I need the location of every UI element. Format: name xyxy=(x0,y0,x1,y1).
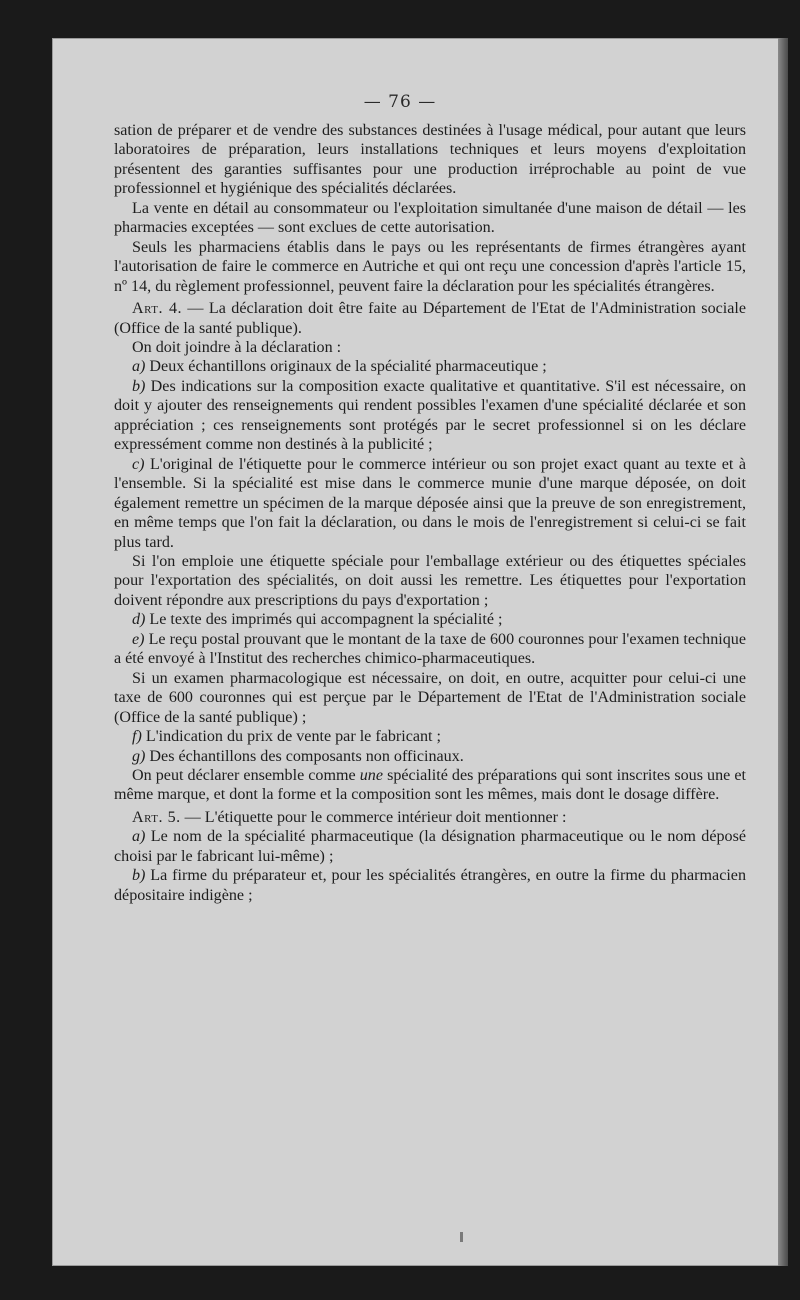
page-number: — 76 — xyxy=(363,92,437,112)
item-text: Le reçu postal prouvant que le montant de la taxe de 600 couronnes pour l'examen technique a été envoyé à l'Institut des recherches chimico-pharmaceutiques. xyxy=(114,630,746,668)
emphasis: une xyxy=(359,766,383,784)
paragraph-retail: La vente en détail au consommateur ou l'exploitation simultanée d'une maison de détail — les pharmacies exceptées — sont exclues de cette autorisation. xyxy=(114,199,746,237)
text-after: spécialité des préparations qui sont inscrites sous une et même marque, et dont la forme et la composition sont les mêmes, mais dont le dosage diffère. xyxy=(114,766,746,804)
list-item-b-2 xyxy=(114,866,746,905)
item-letter: c) xyxy=(132,455,145,473)
body-text xyxy=(114,121,746,905)
list-item-g xyxy=(114,747,746,766)
paragraph-export: Si l'on emploie une étiquette spéciale pour l'emballage extérieur ou des étiquettes spéciales pour l'exportation des spécialités, on doit aussi les remettre. Les étiquettes pour l'exportation doivent répondre aux prescriptions du pays d'exportation ; xyxy=(114,552,746,609)
item-text: L'original de l'étiquette pour le commerce intérieur ou son projet exact quant au texte et à l'ensemble. Si la spécialité est mise dans le commerce munie d'une marque déposée, on doit également remettre un spécimen de la marque déposée ainsi que la preuve de son enregistrement, en même temps que l'on fait la déclaration, ou dans le mois de l'enregistrement si celui-ci se fait plus tard. xyxy=(114,455,746,551)
item-letter: f) xyxy=(132,728,142,746)
item-letter: a) xyxy=(132,828,146,846)
list-item-a-2 xyxy=(114,827,746,866)
list-item-a xyxy=(114,357,746,376)
item-text: Des indications sur la composition exacte qualitative et quantitative. S'il est nécessaire, on doit y ajouter des renseignements qui rendent possibles l'examen d'une spécialité déclarée et son appréciation ; ces renseignements sont protégés par le secret professionnel si on les déclare expressément comme non destinés à la publicité ; xyxy=(114,377,746,454)
item-text: Le texte des imprimés qui accompagnent la spécialité ; xyxy=(145,611,503,629)
item-letter: d) xyxy=(132,611,146,629)
article-4 xyxy=(114,299,746,338)
article-text: — La déclaration doit être faite au Département de l'Etat de l'Administration sociale (Office de la santé publique). xyxy=(114,300,746,337)
paragraph-join: On doit joindre à la déclaration : xyxy=(132,338,342,356)
article-label: Art. 5. xyxy=(132,808,181,826)
item-letter: e) xyxy=(132,630,145,648)
page-edge xyxy=(778,38,788,1266)
paragraph-foreign: Seuls les pharmaciens établis dans le pays ou les représentants de firmes étrangères ayant l'autorisation de faire le commerce en Autriche et qui ont reçu une concession d'après l'article 15, nº 14, du règlement professionnel, peuvent faire la déclaration pour les spécialités étrangères. xyxy=(114,238,746,295)
item-text: La firme du préparateur et, pour les spécialités étrangères, en outre la firme du pharmacien dépositaire indigène ; xyxy=(114,867,746,904)
item-letter: b) xyxy=(132,867,146,885)
item-text: L'indication du prix de vente par le fabricant ; xyxy=(141,728,442,746)
list-item-b xyxy=(114,377,746,455)
text-before: On peut déclarer ensemble comme xyxy=(132,766,360,784)
paragraph-une xyxy=(114,766,746,805)
paragraph-continuation: sation de préparer et de vendre des substances destinées à l'usage médical, pour autant que leurs laboratoires de préparation, leurs installations techniques et leurs moyens d'exploitation présentent des garanties suffisantes pour une production irréprochable au point de vue professionnel et hygiénique des spécialités déclarées. xyxy=(114,122,746,198)
item-letter: g) xyxy=(132,747,146,765)
article-label: Art. 4. xyxy=(132,300,183,318)
item-text: Le nom de la spécialité pharmaceutique (la désignation pharmaceutique ou le nom déposé choisi par le fabricant lui-même) ; xyxy=(114,828,746,865)
list-item-c xyxy=(114,455,746,552)
item-letter: b) xyxy=(132,377,146,395)
article-5 xyxy=(114,808,746,827)
page-mark xyxy=(460,1232,463,1242)
list-item-d xyxy=(114,610,746,629)
item-text: Des échantillons des composants non officinaux. xyxy=(145,747,464,765)
list-item-e xyxy=(114,630,746,669)
item-text: Deux échantillons originaux de la spécialité pharmaceutique ; xyxy=(145,358,547,376)
article-text: — L'étiquette pour le commerce intérieur doit mentionner : xyxy=(180,808,567,826)
paragraph-pharmacological: Si un examen pharmacologique est nécessaire, on doit, en outre, acquitter pour celui-ci une taxe de 600 couronnes qui est perçue par le Département de l'Etat de l'Administration sociale (Office de la santé publique) ; xyxy=(114,669,746,726)
list-item-f xyxy=(114,727,746,746)
item-letter: a) xyxy=(132,358,146,376)
